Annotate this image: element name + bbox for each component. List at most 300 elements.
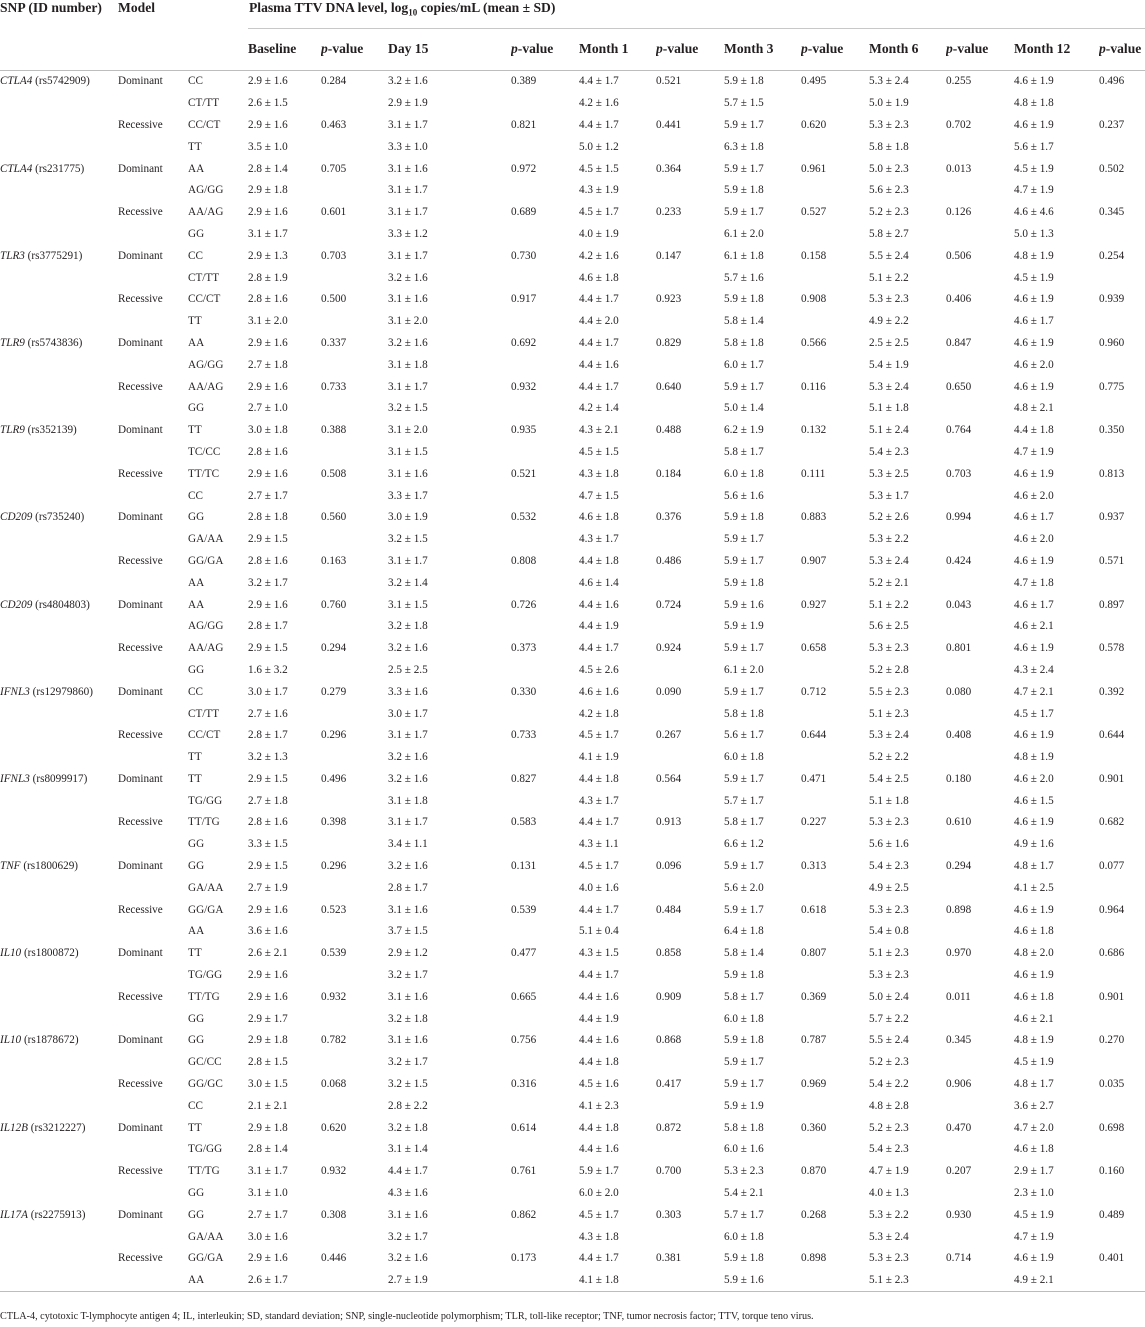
p-value-cell: 0.080 [946, 685, 972, 698]
p-value-cell [1099, 310, 1145, 332]
model-cell [118, 397, 188, 419]
snp-cell [0, 790, 118, 812]
p-value-cell: 0.350 [1099, 424, 1125, 437]
mean-sd-cell: 2.6 ± 1.7 [248, 1269, 321, 1291]
mean-sd-cell: 4.3 ± 1.1 [579, 838, 619, 851]
p-value-cell: 0.650 [946, 380, 972, 393]
p-value-cell [321, 92, 388, 114]
mean-sd-cell: 5.1 ± 1.8 [869, 402, 909, 415]
snp-cell [0, 1139, 118, 1161]
genotype-cell: CT/TT [188, 97, 220, 110]
genotype-cell: GG [188, 1187, 205, 1200]
p-value-cell: 0.689 [511, 206, 537, 219]
p-value-cell [321, 1008, 388, 1030]
p-value-cell: 0.207 [946, 1165, 972, 1178]
mean-sd-cell: 5.2 ± 2.6 [869, 511, 909, 524]
p-value-cell [511, 397, 579, 419]
p-value-cell [656, 1051, 724, 1073]
snp-cell [0, 288, 118, 310]
p-value-cell [656, 1095, 724, 1117]
mean-sd-cell: 5.3 ± 2.3 [869, 903, 909, 916]
p-value-cell: 0.908 [801, 293, 827, 306]
model-cell: Dominant [118, 162, 163, 175]
mean-sd-cell: 5.3 ± 2.3 [869, 642, 909, 655]
mean-sd-cell: 4.4 ± 1.7 [579, 642, 619, 655]
mean-sd-cell: 5.9 ± 1.7 [724, 642, 764, 655]
mean-sd-cell: 5.9 ± 1.7 [579, 1165, 619, 1178]
p-value-cell [321, 441, 388, 463]
snp-cell [0, 310, 118, 332]
p-value-cell [801, 746, 869, 768]
mean-sd-cell: 5.3 ± 2.3 [869, 118, 909, 131]
mean-sd-cell: 2.8 ± 1.9 [248, 271, 288, 284]
mean-sd-cell: 3.5 ± 1.0 [248, 140, 288, 153]
p-value-cell [1099, 397, 1145, 419]
snp-cell [0, 528, 118, 550]
mean-sd-cell: 5.0 ± 2.4 [869, 990, 909, 1003]
mean-sd-cell: 5.3 ± 2.4 [869, 554, 909, 567]
mean-sd-cell: 5.1 ± 2.4 [869, 424, 909, 437]
p-value-cell: 0.254 [1099, 249, 1125, 262]
mean-sd-cell: 5.9 ± 1.7 [724, 1056, 764, 1069]
p-value-cell: 0.760 [321, 598, 347, 611]
mean-sd-cell: 5.4 ± 2.2 [869, 1078, 909, 1091]
mean-sd-cell: 3.2 ± 1.6 [388, 860, 428, 873]
mean-sd-cell: 3.1 ± 1.6 [388, 293, 428, 306]
mean-sd-cell: 4.5 ± 1.7 [579, 860, 619, 873]
p-value-cell: 0.726 [511, 598, 537, 611]
genotype-cell: GA/AA [188, 1230, 224, 1243]
mean-sd-cell: 2.7 ± 1.8 [248, 358, 288, 371]
p-value-cell [946, 921, 1014, 943]
mean-sd-cell: 4.6 ± 1.9 [1014, 554, 1054, 567]
p-value-cell: 0.620 [801, 118, 827, 131]
mean-sd-cell: 5.6 ± 2.0 [724, 881, 764, 894]
mean-sd-cell: 4.5 ± 1.6 [579, 1078, 619, 1091]
mean-sd-cell: 5.4 ± 0.8 [869, 925, 909, 938]
mean-sd-cell: 4.7 ± 1.9 [869, 1165, 909, 1178]
timepoint-header: Month 1 [579, 28, 656, 70]
table-row [0, 746, 1145, 768]
p-value-cell [801, 833, 869, 855]
p-value-cell: 0.827 [511, 772, 537, 785]
mean-sd-cell: 5.9 ± 1.8 [724, 1252, 764, 1265]
model-cell: Recessive [118, 1165, 163, 1178]
mean-sd-cell: 5.1 ± 2.3 [869, 707, 909, 720]
table-row [0, 1226, 1145, 1248]
model-cell [118, 179, 188, 201]
p-value-cell: 0.398 [321, 816, 347, 829]
model-cell: Dominant [118, 598, 163, 611]
p-value-cell: 0.096 [656, 860, 682, 873]
mean-sd-cell: 6.0 ± 2.0 [579, 1187, 619, 1200]
p-value-cell [946, 615, 1014, 637]
p-value-cell: 0.897 [1099, 598, 1125, 611]
genotype-cell: AA [188, 1269, 248, 1291]
mean-sd-cell: 5.9 ± 1.8 [724, 184, 764, 197]
mean-sd-cell: 3.2 ± 1.5 [388, 1078, 428, 1091]
mean-sd-cell: 4.9 ± 2.5 [869, 881, 909, 894]
genotype-cell: AG/GG [188, 620, 224, 633]
genotype-cell: AA/AG [188, 380, 224, 393]
p-value-cell [801, 615, 869, 637]
p-value-cell [801, 310, 869, 332]
p-value-cell: 0.013 [946, 162, 972, 175]
p-value-cell [511, 441, 579, 463]
p-value-cell [321, 1139, 388, 1161]
table-row [0, 855, 1145, 877]
p-value-cell: 0.463 [321, 118, 347, 131]
p-value-cell [946, 790, 1014, 812]
genotype-cell: TG/GG [188, 794, 223, 807]
mean-sd-cell: 4.5 ± 1.7 [579, 729, 619, 742]
mean-sd-cell: 4.1 ± 2.3 [579, 1099, 619, 1112]
model-cell [118, 354, 188, 376]
snp-cell: TLR9 (rs5743836) [0, 336, 83, 349]
snp-column-header: SNP (ID number) [0, 0, 102, 15]
mean-sd-cell: 3.1 ± 2.0 [248, 315, 288, 328]
mean-sd-cell: 3.1 ± 2.0 [388, 315, 428, 328]
mean-sd-cell: 2.8 ± 1.7 [248, 620, 288, 633]
p-value-cell: 0.471 [801, 772, 827, 785]
genotype-cell: TT [188, 947, 202, 960]
p-value-cell [656, 267, 724, 289]
mean-sd-cell: 5.8 ± 1.4 [724, 315, 764, 328]
mean-sd-cell: 5.9 ± 1.8 [724, 293, 764, 306]
p-value-cell [321, 790, 388, 812]
model-cell [118, 1095, 188, 1117]
p-value-cell: 0.883 [801, 511, 827, 524]
p-value-cell [321, 354, 388, 376]
mean-sd-cell: 4.6 ± 1.8 [1014, 925, 1054, 938]
mean-sd-cell: 5.3 ± 1.7 [869, 489, 909, 502]
p-value-cell: 0.330 [511, 685, 537, 698]
mean-sd-cell: 3.1 ± 1.7 [388, 184, 428, 197]
p-value-cell [511, 833, 579, 855]
genotype-cell: TT/TG [188, 990, 220, 1003]
genotype-cell: AA [188, 336, 205, 349]
genotype-cell: CC/CT [188, 729, 221, 742]
snp-cell [0, 463, 118, 485]
p-value-cell [946, 1051, 1014, 1073]
snp-cell [0, 659, 118, 681]
mean-sd-cell: 6.0 ± 1.7 [724, 358, 764, 371]
mean-sd-cell: 3.1 ± 1.8 [388, 794, 428, 807]
mean-sd-cell: 4.5 ± 1.7 [579, 1208, 619, 1221]
p-value-cell [511, 572, 579, 594]
table-row [0, 310, 1145, 332]
table-row [0, 942, 1145, 964]
p-value-cell: 0.090 [656, 685, 682, 698]
mean-sd-cell: 4.6 ± 1.9 [1014, 969, 1054, 982]
mean-sd-cell: 2.9 ± 1.6 [248, 206, 288, 219]
mean-sd-cell: 6.0 ± 1.8 [724, 751, 764, 764]
p-value-cell: 0.408 [946, 729, 972, 742]
mean-sd-cell: 4.4 ± 1.8 [579, 554, 619, 567]
model-cell: Dominant [118, 1121, 163, 1134]
mean-sd-cell: 4.6 ± 2.0 [1014, 358, 1054, 371]
p-value-cell: 0.227 [801, 816, 827, 829]
mean-sd-cell: 4.4 ± 1.7 [579, 969, 619, 982]
p-value-cell [511, 267, 579, 289]
p-value-cell [1099, 1269, 1145, 1291]
mean-sd-cell: 4.5 ± 1.7 [1014, 707, 1054, 720]
p-value-cell: 0.506 [946, 249, 972, 262]
table-row [0, 397, 1145, 419]
mean-sd-cell: 5.1 ± 0.4 [579, 925, 619, 938]
snp-cell [0, 201, 118, 223]
p-value-cell: 0.233 [656, 206, 682, 219]
genotype-cell: GG/GA [188, 903, 224, 916]
mean-sd-cell: 4.6 ± 1.6 [579, 685, 619, 698]
mean-sd-cell: 4.8 ± 1.9 [1014, 1034, 1054, 1047]
p-value-cell: 0.961 [801, 162, 827, 175]
genotype-cell: CT/TT [188, 271, 220, 284]
p-value-cell [1099, 441, 1145, 463]
snp-cell [0, 899, 118, 921]
mean-sd-cell: 3.2 ± 1.5 [388, 533, 428, 546]
mean-sd-cell: 2.7 ± 1.7 [248, 1208, 288, 1221]
p-value-cell [321, 659, 388, 681]
p-value-cell: 0.821 [511, 118, 537, 131]
table-row [0, 1051, 1145, 1073]
p-value-cell: 0.698 [1099, 1121, 1125, 1134]
p-value-cell: 0.970 [946, 947, 972, 960]
mean-sd-cell: 2.9 ± 1.6 [248, 969, 288, 982]
genotype-cell: GG [188, 1012, 205, 1025]
mean-sd-cell: 6.3 ± 1.8 [724, 140, 764, 153]
mean-sd-cell: 3.0 ± 1.7 [388, 707, 428, 720]
p-value-cell: 0.523 [321, 903, 347, 916]
snp-cell [0, 921, 118, 943]
mean-sd-cell: 4.3 ± 1.7 [579, 533, 619, 546]
genotype-cell: AA [188, 598, 205, 611]
p-value-cell: 0.930 [946, 1208, 972, 1221]
p-value-cell [511, 485, 579, 507]
genotype-cell: GG [188, 1034, 205, 1047]
p-value-cell [946, 179, 1014, 201]
mean-sd-cell: 4.7 ± 1.5 [579, 489, 619, 502]
mean-sd-cell: 2.9 ± 1.6 [248, 336, 288, 349]
mean-sd-cell: 2.9 ± 1.7 [248, 1012, 288, 1025]
p-value-cell: 0.620 [321, 1121, 347, 1134]
genotype-cell: GG/GC [188, 1078, 223, 1091]
p-value-cell [656, 659, 724, 681]
mean-sd-cell: 4.8 ± 1.7 [1014, 1078, 1054, 1091]
mean-sd-cell: 5.2 ± 2.3 [869, 1121, 909, 1134]
p-value-cell [511, 1095, 579, 1117]
mean-sd-cell: 6.1 ± 2.0 [724, 663, 764, 676]
p-value-cell: 0.907 [801, 554, 827, 567]
table-row [0, 724, 1145, 746]
p-value-cell [801, 1095, 869, 1117]
mean-sd-cell: 5.0 ± 2.3 [869, 162, 909, 175]
p-value-cell [946, 223, 1014, 245]
p-value-cell [321, 485, 388, 507]
p-value-header: p-value [511, 28, 579, 70]
p-value-cell: 0.700 [656, 1165, 682, 1178]
p-value-cell [801, 1182, 869, 1204]
p-value-cell [656, 179, 724, 201]
p-value-cell [801, 877, 869, 899]
mean-sd-cell: 2.9 ± 1.6 [248, 118, 288, 131]
p-value-cell [656, 1139, 724, 1161]
mean-sd-cell: 3.2 ± 1.6 [388, 772, 428, 785]
p-value-cell [656, 485, 724, 507]
model-cell: Recessive [118, 380, 163, 393]
table-row [0, 1204, 1145, 1226]
snp-cell: CD209 (rs4804803) [0, 598, 90, 611]
snp-cell [0, 267, 118, 289]
mean-sd-cell: 2.9 ± 1.6 [248, 75, 288, 88]
mean-sd-cell: 4.6 ± 1.9 [1014, 380, 1054, 393]
timepoint-header: Day 15 [388, 28, 511, 70]
mean-sd-cell: 2.9 ± 1.5 [248, 533, 288, 546]
mean-sd-cell: 5.0 ± 1.9 [869, 97, 909, 110]
p-value-cell [321, 1226, 388, 1248]
mean-sd-cell: 3.7 ± 1.5 [388, 925, 428, 938]
model-cell [118, 833, 188, 855]
mean-sd-cell: 4.4 ± 1.6 [579, 358, 619, 371]
snp-cell: IFNL3 (rs8099917) [0, 772, 88, 785]
snp-cell [0, 986, 118, 1008]
mean-sd-cell: 4.4 ± 1.7 [579, 118, 619, 131]
p-value-cell [1099, 703, 1145, 725]
genotype-cell: AA [188, 576, 205, 589]
mean-sd-cell: 4.6 ± 1.9 [1014, 118, 1054, 131]
mean-sd-cell: 5.8 ± 1.4 [724, 947, 764, 960]
p-value-cell: 0.184 [656, 467, 682, 480]
snp-cell [0, 833, 118, 855]
mean-sd-cell: 4.4 ± 1.7 [579, 75, 619, 88]
mean-sd-cell: 5.1 ± 2.2 [869, 598, 909, 611]
snp-cell [0, 1248, 118, 1270]
p-value-cell [656, 441, 724, 463]
mean-sd-cell: 5.6 ± 2.3 [869, 184, 909, 197]
p-value-cell [801, 441, 869, 463]
mean-sd-cell: 4.5 ± 1.7 [579, 206, 619, 219]
snp-cell [0, 746, 118, 768]
snp-cell [0, 637, 118, 659]
p-value-cell [656, 1226, 724, 1248]
snp-cell [0, 550, 118, 572]
timepoint-header-row [0, 28, 1145, 70]
mean-sd-cell: 2.8 ± 1.4 [248, 162, 288, 175]
mean-sd-cell: 5.7 ± 1.6 [724, 271, 764, 284]
mean-sd-cell: 4.8 ± 1.7 [1014, 860, 1054, 873]
mean-sd-cell: 2.6 ± 2.1 [248, 947, 288, 960]
model-column-header: Model [118, 0, 155, 15]
p-value-cell: 0.294 [321, 642, 347, 655]
p-value-cell: 0.373 [511, 642, 537, 655]
p-value-cell: 0.733 [511, 729, 537, 742]
mean-sd-cell: 6.0 ± 1.8 [724, 467, 764, 480]
p-value-cell [801, 921, 869, 943]
mean-sd-cell: 4.6 ± 2.1 [1014, 1012, 1054, 1025]
mean-sd-cell: 4.3 ± 2.1 [579, 424, 619, 437]
p-value-cell: 0.495 [801, 75, 827, 88]
mean-sd-cell: 4.4 ± 1.6 [579, 1143, 619, 1156]
genotype-cell: GG [188, 511, 205, 524]
p-value-cell: 0.345 [946, 1034, 972, 1047]
p-value-cell [321, 1269, 388, 1291]
mean-sd-cell: 3.1 ± 1.7 [388, 554, 428, 567]
mean-sd-cell: 4.6 ± 1.9 [1014, 729, 1054, 742]
mean-sd-cell: 2.9 ± 1.5 [248, 772, 288, 785]
mean-sd-cell: 4.5 ± 1.9 [1014, 1056, 1054, 1069]
model-cell: Recessive [118, 816, 163, 829]
mean-sd-cell: 2.3 ± 1.0 [1014, 1187, 1054, 1200]
p-value-cell: 0.147 [656, 249, 682, 262]
mean-sd-cell: 4.6 ± 2.0 [1014, 772, 1054, 785]
p-value-cell: 0.702 [946, 118, 972, 131]
p-value-cell: 0.960 [1099, 336, 1125, 349]
p-value-cell: 0.703 [946, 467, 972, 480]
mean-sd-cell: 3.3 ± 1.7 [388, 489, 428, 502]
mean-sd-cell: 2.9 ± 1.5 [248, 860, 288, 873]
model-cell [118, 223, 188, 245]
genotype-cell: AG/GG [188, 184, 224, 197]
mean-sd-cell: 5.3 ± 2.4 [869, 1230, 909, 1243]
model-cell: Recessive [118, 554, 163, 567]
mean-sd-cell: 5.2 ± 2.8 [869, 663, 909, 676]
mean-sd-cell: 5.3 ± 2.3 [724, 1165, 764, 1178]
p-value-cell [656, 92, 724, 114]
mean-sd-cell: 2.8 ± 1.6 [248, 445, 288, 458]
p-value-cell: 0.964 [1099, 903, 1125, 916]
p-value-cell: 0.692 [511, 336, 537, 349]
table-row [0, 594, 1145, 616]
mean-sd-cell: 3.0 ± 1.9 [388, 511, 428, 524]
genotype-cell: AG/GG [188, 358, 224, 371]
p-value-cell [946, 1095, 1014, 1117]
mean-sd-cell: 2.7 ± 1.9 [388, 1269, 511, 1291]
mean-sd-cell: 5.2 ± 2.1 [869, 576, 909, 589]
mean-sd-cell: 5.3 ± 2.3 [869, 969, 909, 982]
genotype-cell: TG/GG [188, 1143, 223, 1156]
genotype-cell: TC/CC [188, 445, 221, 458]
mean-sd-cell: 4.4 ± 1.7 [579, 816, 619, 829]
p-value-cell: 0.644 [801, 729, 827, 742]
mean-sd-cell: 3.2 ± 1.6 [388, 75, 428, 88]
p-value-cell: 0.163 [321, 554, 347, 567]
p-value-cell [946, 703, 1014, 725]
mean-sd-cell: 6.6 ± 1.2 [724, 838, 764, 851]
mean-sd-cell: 3.1 ± 1.7 [388, 816, 428, 829]
p-value-cell [511, 1269, 579, 1291]
table-row [0, 550, 1145, 572]
mean-sd-cell: 4.4 ± 1.8 [579, 1056, 619, 1069]
snp-cell: TLR3 (rs3775291) [0, 249, 83, 262]
mean-sd-cell: 3.1 ± 1.7 [388, 380, 428, 393]
p-value-cell: 0.782 [321, 1034, 347, 1047]
p-value-cell: 0.847 [946, 336, 972, 349]
mean-sd-cell: 5.4 ± 1.9 [869, 358, 909, 371]
table-row [0, 267, 1145, 289]
model-cell [118, 1008, 188, 1030]
mean-sd-cell: 5.0 ± 1.3 [1014, 227, 1054, 240]
genotype-cell: CC/CT [188, 118, 221, 131]
mean-sd-cell: 2.7 ± 1.7 [248, 489, 288, 502]
mean-sd-cell: 4.2 ± 1.6 [579, 249, 619, 262]
mean-sd-cell: 3.2 ± 1.7 [388, 969, 428, 982]
table-row [0, 1095, 1145, 1117]
mean-sd-cell: 2.8 ± 1.6 [248, 816, 288, 829]
p-value-cell [801, 790, 869, 812]
p-value-cell: 0.913 [656, 816, 682, 829]
mean-sd-cell: 3.0 ± 1.5 [248, 1078, 288, 1091]
mean-sd-cell: 6.0 ± 1.8 [724, 1012, 764, 1025]
